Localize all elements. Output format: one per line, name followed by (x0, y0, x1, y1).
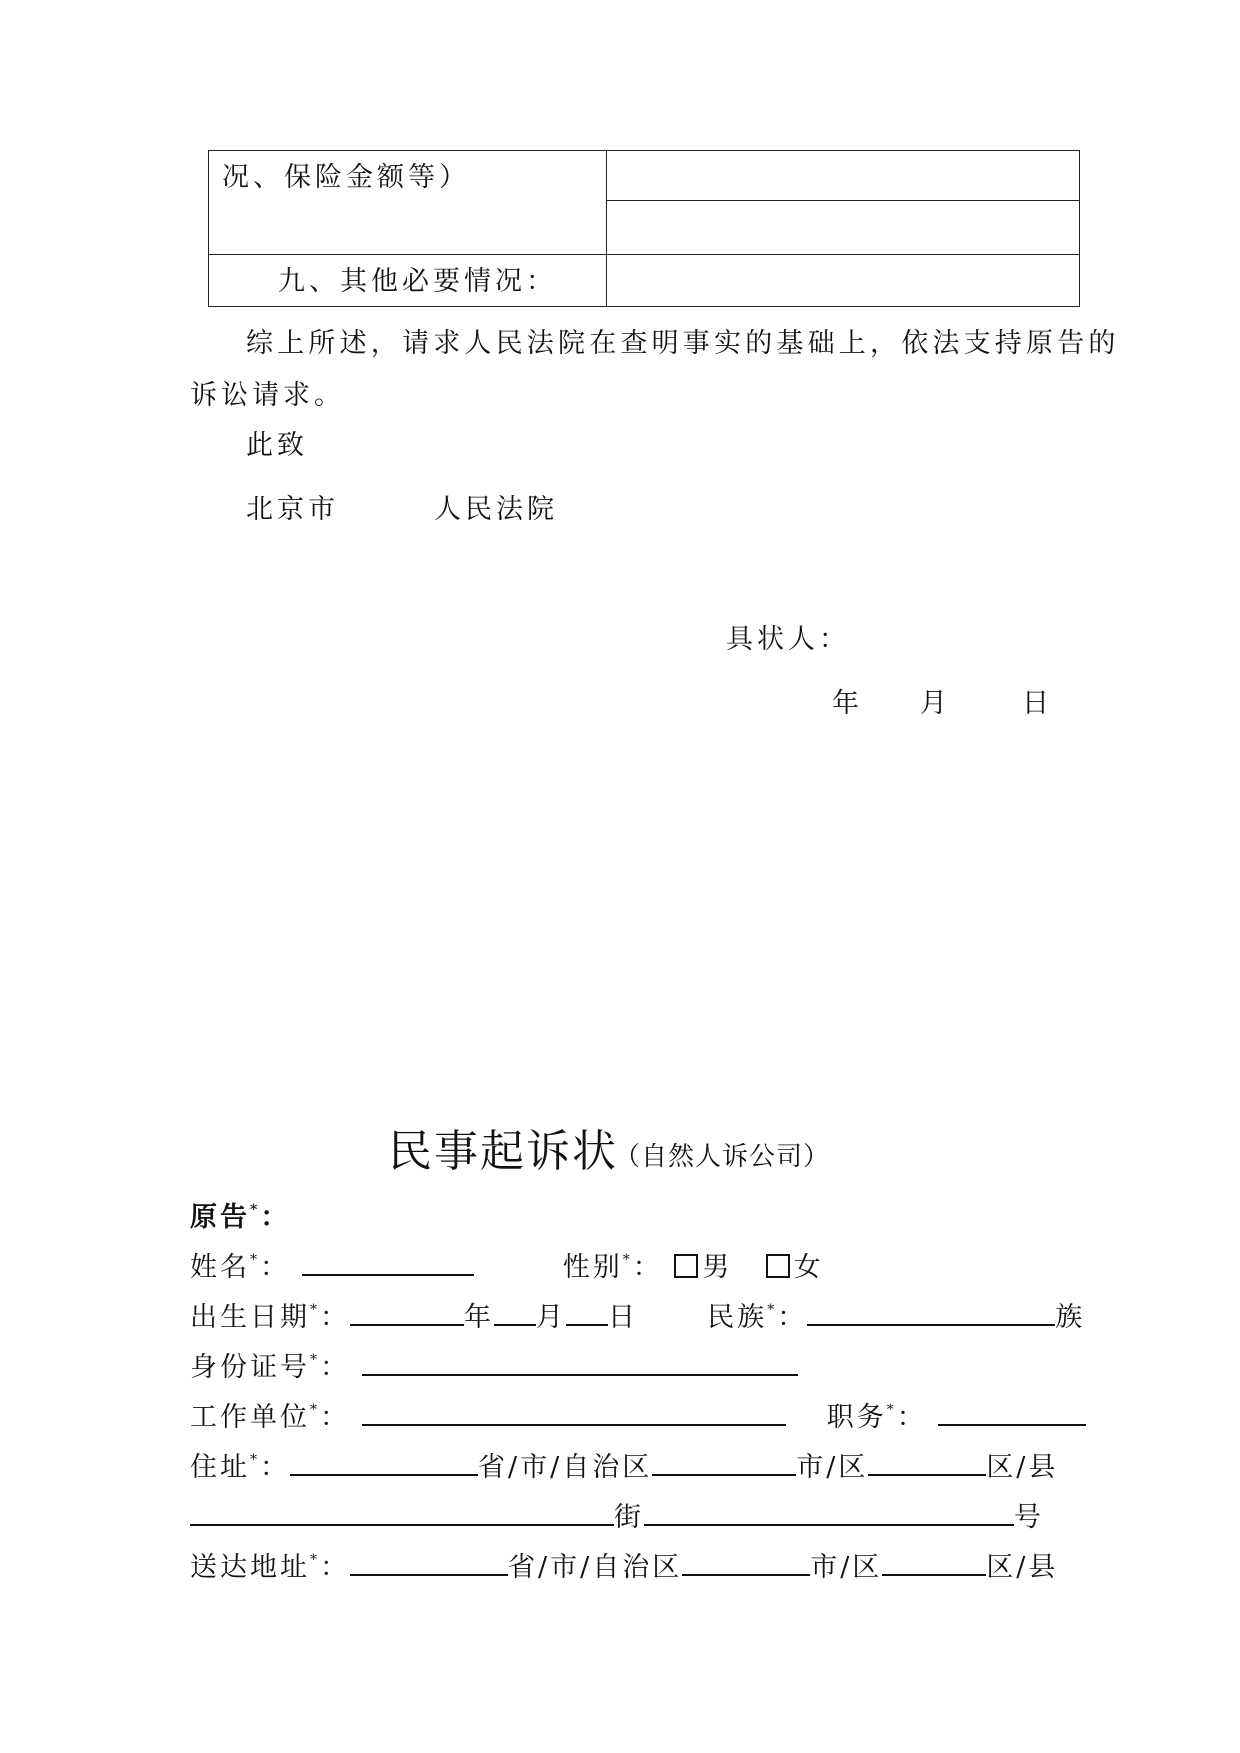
employer-field[interactable] (362, 1402, 786, 1426)
required-mark: * (310, 1302, 320, 1318)
birth-year-label: 年 (464, 1302, 494, 1333)
address-county-field[interactable] (868, 1452, 986, 1476)
birth-year-field[interactable] (350, 1302, 464, 1326)
position-field[interactable] (938, 1402, 1086, 1426)
court-name-blank[interactable] (330, 496, 420, 524)
colon: ： (777, 1302, 808, 1333)
service-county-label: 区/县 (986, 1552, 1059, 1583)
id-number-row (190, 1352, 798, 1381)
gender-label: 性别 (562, 1252, 623, 1283)
plaintiff-header-label: 原告 (190, 1202, 250, 1233)
address-county-label: 区/县 (986, 1452, 1059, 1483)
colon: ： (260, 1452, 290, 1483)
required-mark: * (622, 1252, 633, 1268)
salutation: 此致 (246, 430, 308, 461)
name-field[interactable] (302, 1252, 474, 1276)
table-border-left (208, 150, 209, 307)
form-title: 民事起诉状 (388, 1126, 618, 1177)
required-mark: * (767, 1302, 778, 1318)
name-gender-row (190, 1252, 824, 1281)
table-border-top (208, 150, 1080, 151)
date-month-label: 月 (920, 688, 951, 719)
employer-position-row (190, 1402, 1086, 1431)
address-province-field[interactable] (290, 1452, 478, 1476)
ethnicity-field[interactable] (807, 1302, 1055, 1326)
service-county-field[interactable] (882, 1552, 986, 1576)
birth-ethnicity-row (190, 1302, 1085, 1331)
address-city-field[interactable] (652, 1452, 796, 1476)
address-area-field[interactable] (190, 1502, 614, 1526)
gender-male-label: 男 (702, 1252, 733, 1283)
colon: ： (320, 1402, 350, 1433)
table-column-divider (606, 150, 607, 307)
table-row1-value-a[interactable] (618, 164, 1068, 192)
ethnicity-suffix: 族 (1055, 1302, 1086, 1333)
service-province-label: 省/市/自治区 (508, 1552, 683, 1583)
date-day-label: 日 (1022, 688, 1053, 719)
required-mark: * (250, 1252, 260, 1268)
closing-paragraph-line1: 综上所述，请求人民法院在查明事实的基础上，依法支持原告的 (246, 328, 1120, 359)
table-row1-value-b[interactable] (618, 212, 1068, 240)
service-city-label: 市/区 (810, 1552, 883, 1583)
id-number-field[interactable] (362, 1352, 798, 1376)
required-mark: * (310, 1352, 320, 1368)
name-label: 姓名 (190, 1252, 250, 1283)
required-mark: * (310, 1552, 320, 1568)
table-row2-label: 九、其他必要情况： (278, 266, 557, 297)
colon: ： (320, 1302, 350, 1333)
address-label: 住址 (190, 1452, 250, 1483)
colon: ： (632, 1252, 663, 1283)
closing-paragraph-line2: 诉讼请求。 (190, 380, 345, 411)
id-number-label: 身份证号 (190, 1352, 310, 1383)
required-mark: * (310, 1402, 320, 1418)
date-year-label: 年 (832, 688, 863, 719)
service-city-field[interactable] (682, 1552, 810, 1576)
service-address-row (190, 1552, 1058, 1581)
court-suffix: 人民法院 (434, 494, 558, 525)
table-border-right (1079, 150, 1080, 307)
colon: ： (320, 1352, 350, 1383)
required-mark: * (250, 1202, 261, 1218)
court-prefix: 北京市 (246, 494, 339, 525)
birth-month-label: 月 (536, 1302, 566, 1333)
signer-label: 具状人： (726, 624, 850, 655)
colon: ： (320, 1552, 350, 1583)
birth-month-field[interactable] (494, 1302, 536, 1326)
street-row (190, 1502, 1044, 1531)
position-label: 职务 (826, 1402, 887, 1433)
address-street-field[interactable] (644, 1502, 1014, 1526)
birth-date-label: 出生日期 (190, 1302, 310, 1333)
colon: ： (260, 1252, 290, 1283)
birth-day-label: 日 (608, 1302, 638, 1333)
table-row-divider (208, 254, 1080, 255)
employer-label: 工作单位 (190, 1402, 310, 1433)
info-table (208, 150, 1080, 307)
table-row1-label: 况、保险金额等） (222, 162, 470, 193)
colon: ： (896, 1402, 927, 1433)
street-label: 街 (614, 1502, 644, 1533)
gender-male-checkbox[interactable] (674, 1254, 698, 1278)
gender-female-label: 女 (793, 1252, 824, 1283)
required-mark: * (886, 1402, 897, 1418)
colon: ： (260, 1202, 291, 1233)
table-row2-value[interactable] (618, 266, 1068, 294)
required-mark: * (250, 1452, 260, 1468)
address-city-label: 市/区 (796, 1452, 869, 1483)
plaintiff-header (190, 1204, 290, 1231)
address-row (190, 1452, 1058, 1481)
gender-female-checkbox[interactable] (766, 1254, 790, 1278)
table-subrow-divider (606, 200, 1080, 201)
ethnicity-label: 民族 (707, 1302, 768, 1333)
form-subtitle: （自然人诉公司） (614, 1142, 831, 1172)
service-address-label: 送达地址 (190, 1552, 310, 1583)
service-province-field[interactable] (350, 1552, 508, 1576)
birth-day-field[interactable] (566, 1302, 608, 1326)
table-border-bottom (208, 306, 1080, 307)
number-label: 号 (1014, 1502, 1044, 1533)
address-province-label: 省/市/自治区 (478, 1452, 653, 1483)
